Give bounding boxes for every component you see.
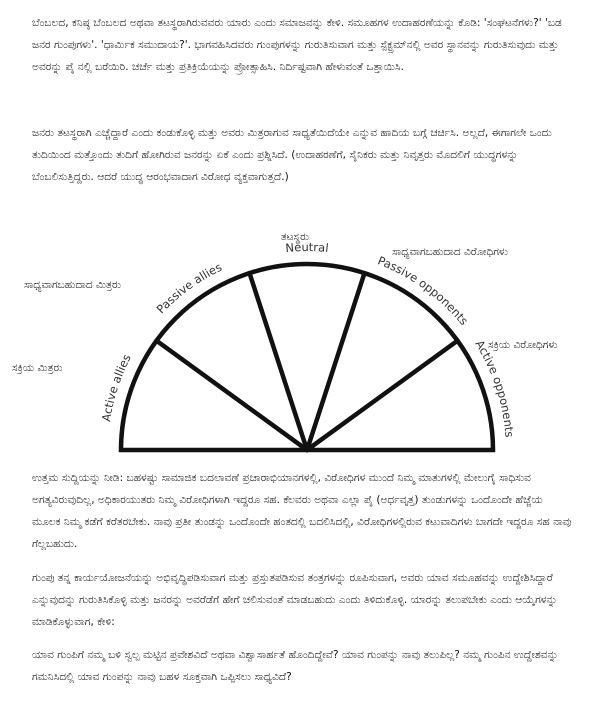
arc-label-passive-opponents: Passive opponents [375,253,472,328]
outer-label-passive-allies: ಸಾಧ್ಯವಾಗಬಹುದಾದ ಮಿತ್ರರು [24,279,121,291]
arc-label-active-allies: Active allies [99,351,134,423]
outer-label-active-allies: ಸಕ್ರಿಯ ಮಿತ್ರರು [12,362,63,374]
outer-label-active-opponents: ಸಕ್ರಿಯ ವಿರೋಧಿಗಳು [488,339,558,351]
arc-label-active-opponents: Active opponents [472,337,517,438]
paragraph-strategy: ಗುಂಪು ತನ್ನ ಕಾರ್ಯಯೋಜನೆಯನ್ನು ಅಭಿವೃದ್ಧಿಪಡಿಸುವಾಗ ಮತ್ತು ಪ್ರಸ್ತುತಪಡಿಸುವ ತಂತ್ರಗಳನ್ನು ರೂಪಿಸುವಾಗ, ಅವರು ಯಾವ ಸಮೂಹವನ್ನು ಉದ್ದೇಶಿಸಿದ್ದಾರೆ ಎನ್ನುವುದನ್ನು ಗುರುತಿಸಿಕೊಳ್ಳಿ ಮತ್ತು ಜನರನ್ನು ಅವರೆಡೆಗೆ ಹೇಗೆ ಚಲಿಸುವಂತೆ ಮಾಡಬಹುದು ಎಂದು ತಿಳಿದುಕೊಳ್ಳಿ. ಯಾರನ್ನು ತಲುಪಬೇಕು ಎಂದು ಆಯ್ಕೆಗಳನ್ನು ಮಾಡಿಕೊಳ್ಳುವಾಗ, ಕೇಳಿ: [32,572,558,628]
divider-4 [307,341,458,450]
spectrum-of-allies-diagram [0,220,603,460]
outer-label-passive-opponents: ಸಾಧ್ಯವಾಗಬಹುದಾದ ವಿರೋಧಿಗಳು [392,246,508,258]
divider-1 [157,341,308,450]
arc-label-neutral: Neutral [284,239,330,256]
divider-3 [307,273,365,450]
outer-label-neutral: ತಟಸ್ಥರು [281,231,309,243]
paragraph-intro: ಬೆಂಬಲದ, ಕನಿಷ್ಠ ಬೆಂಬಲದ ಅಥವಾ ತಟಸ್ಥರಾಗಿರುವವರು ಯಾರು ಎಂದು ಸಮಾಜವನ್ನು ಕೇಳಿ. ಸಮೂಹಗಳ ಉದಾಹರಣೆಯನ್ನು ಕೊಡಿ: 'ಸಂಘಟನೆಗಳು?' 'ಬಡ ಜನರ ಗುಂಪುಗಳು'. 'ಧಾರ್ಮಿಕ ಸಮುದಾಯ?'. ಭಾಗವಹಿಸಿದವರು ಗುಂಪುಗಳನ್ನು ಗುರುತಿಸುವಾಗ ಮತ್ತು ಸ್ಪೆಕ್ಟ್ರಮ್‌ನಲ್ಲಿ ಅವರ ಸ್ಥಾನವನ್ನು ಗುರುತಿಸುವುದು ಮತ್ತು ಅವರನ್ನು ಪೈ ನಲ್ಲಿ ಬರೆಯಿರಿ. ಚರ್ಚೆ ಮತ್ತು ಪ್ರತಿಕ್ರಿಯೆಯನ್ನು ಪ್ರೋತ್ಸಾಹಿಸಿ. ನಿರ್ದಿಷ್ಟವಾಗಿ ಹೇಳುವಂತೆ ಒತ್ತಾಯಿಸಿ. [32,17,562,73]
divider-2 [250,273,308,450]
paragraph-questions: ಯಾವ ಗುಂಪಿಗೆ ನಮ್ಮ ಬಳಿ ಸ್ವಲ್ಪ ಮಟ್ಟಿನ ಪ್ರವೇಶವಿದೆ ಅಥವಾ ವಿಶ್ವಾಸಾರ್ಹತೆ ಹೊಂದಿದ್ದೇವೆ? ಯಾವ ಗುಂಪನ್ನು ನಾವು ತಲುಪಿಲ್ಲ? ನಮ್ಮ ಗುಂಪಿನ ಉದ್ದೇಶವನ್ನು ಗಮನಿಸಿದಲ್ಲಿ ಯಾವ ಗುಂಪನ್ನು ನಾವು ಬಹಳ ಸೂಕ್ತವಾಗಿ ಒಪ್ಪಿಸಲು ಸಾಧ್ಯವಿದೆ? [32,649,559,683]
wedge-dividers [157,273,458,450]
paragraph-neutrals: ಜನರು ತಟಸ್ಥರಾಗಿ ಎಚ್ಚೆದ್ದಾರೆ ಎಂದು ಕಂಡುಕೊಳ್ಳಿ ಮತ್ತು ಅವರು ಮಿತ್ರರಾಗುವ ಸಾಧ್ಯತೆಯಿದೆಯೇ ಎನ್ನುವ ಹಾದಿಯ ಬಗ್ಗೆ ಚರ್ಚಿಸಿ. ಅಲ್ಲದೆ, ಈಗಾಗಲೇ ಒಂದು ತುದಿಯಿಂದ ಮತ್ತೊಂದು ತುದಿಗೆ ಹೋಗಿರುವ ಜನರನ್ನು ಏಕೆ ಎಂದು ಪ್ರಶ್ನಿಸಿದೆ. (ಉದಾಹರಣೆಗೆ, ಸೈನಿಕರು ಮತ್ತು ನಿವೃತ್ತರು ಮೊದಲಿಗೆ ಯುದ್ಧಗಳನ್ನು ಬೆಂಬಲಿಸುತ್ತಿದ್ದರು. ಆದರೆ ಯುದ್ಧ ಆರಂಭವಾದಾಗ ವಿರೋಧ ವ್ಯಕ್ತವಾಗುತ್ತದೆ.) [32,127,552,183]
arc-label-passive-allies: Passive allies [153,259,225,317]
paragraph-good-news: ಉತ್ತಮ ಸುದ್ದಿಯನ್ನು ನೀಡಿ: ಬಹಳಷ್ಟು ಸಾಮಾಜಿಕ ಬದಲಾವಣೆ ಪ್ರಚಾರಾಭಿಯಾನಗಳಲ್ಲಿ, ವಿರೋಧಿಗಳ ಮುಂದೆ ನಿಮ್ಮ ಮಾತುಗಳಲ್ಲಿ ಮೇಲುಗೈ ಸಾಧಿಸುವ ಅಗತ್ಯವಿರುವುದಿಲ್ಲ, ಅಧಿಕಾರಯುತರು ನಿಮ್ಮ ವಿರೋಧಿಗಳಾಗಿ ಇದ್ದರೂ ಸಹ. ಕೆಲವರು ಅಥವಾ ಎಲ್ಲಾ ಪೈ (ಅರ್ಧವೃತ್ತ) ತುಂಡುಗಳನ್ನು ಒಂದೊಂದೇ ಹೆಜ್ಜೆಯ ಮೂಲಕ ನಿಮ್ಮ ಕಡೆಗೆ ಕರೆತರಬೇಕು. ನಾವು ಪ್ರತೀ ತುಂಡನ್ನು ಒಂದೊಂದೇ ಹಂತದಲ್ಲಿ ಬದಲಿಸಿದಲ್ಲಿ, ವಿರೋಧಿಗಳಲ್ಲಿರುವ ಕಟುವಾದಿಗಳು ಬಾಗದೇ ಇದ್ದರೂ ಸಹ ನಾವು ಗೆಲ್ಲಬಹುದು. [32,472,572,550]
